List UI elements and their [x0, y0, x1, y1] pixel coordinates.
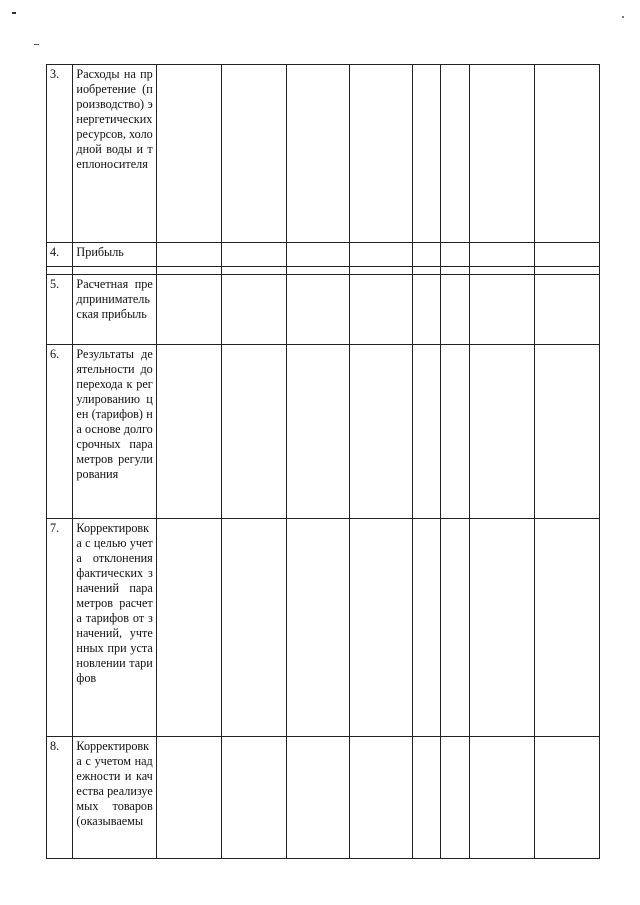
table-cell: [286, 519, 349, 737]
table-cell: [286, 275, 349, 345]
scan-speck: [622, 16, 624, 18]
row-number: 5.: [47, 275, 73, 345]
table-cell: [349, 275, 412, 345]
table-cell: [286, 243, 349, 267]
row-label: Результаты деятельности до перехода к регулированию цен (тарифов) на основе долгосрочных параметров регулирования: [73, 345, 156, 519]
table-cell: [412, 275, 440, 345]
table-cell: [412, 737, 440, 859]
table-row: [47, 275, 600, 345]
table-cell: [349, 243, 412, 267]
table-row: [47, 65, 600, 243]
table-cell: [534, 737, 599, 859]
row-number: 6.: [47, 345, 73, 519]
table-cell: [469, 737, 534, 859]
table-cell: [412, 519, 440, 737]
table-cell: [469, 65, 534, 243]
table-row: [47, 345, 600, 519]
table-cell: [221, 65, 286, 243]
table-cell: [221, 275, 286, 345]
table-cell: [534, 243, 599, 267]
table-cell: [221, 345, 286, 519]
table-cell: [221, 737, 286, 859]
row-label: Расчетная предпринимательская прибыль: [73, 275, 156, 345]
row-label: Корректировка с учетом надежности и качества реализуемых товаров (оказываемы: [73, 737, 156, 859]
table-cell: [286, 65, 349, 243]
row-number: 3.: [47, 65, 73, 243]
row-number: 4.: [47, 243, 73, 267]
table-cell: [286, 737, 349, 859]
table-cell: [156, 243, 221, 267]
table-cell: [534, 275, 599, 345]
table-cell: [441, 243, 469, 267]
table-cell: [412, 243, 440, 267]
table-cell: [441, 345, 469, 519]
table-cell: [441, 275, 469, 345]
table-cell: [441, 519, 469, 737]
table-cell: [441, 65, 469, 243]
table-cell: [469, 243, 534, 267]
table-cell: [349, 65, 412, 243]
table-row: [47, 737, 600, 859]
row-label: Корректировка с целью учета отклонения фактических значений параметров расчета тарифов от значений, учтенных при установлении тарифов: [73, 519, 156, 737]
table-cell: [534, 345, 599, 519]
table-cell: [469, 275, 534, 345]
table-cell: [349, 519, 412, 737]
scan-speck: [34, 44, 39, 45]
table-cell: [441, 737, 469, 859]
row-number: 7.: [47, 519, 73, 737]
table-cell: [156, 737, 221, 859]
row-label: Прибыль: [73, 243, 156, 267]
table-row: [47, 519, 600, 737]
table-cell: [156, 275, 221, 345]
table-cell: [156, 345, 221, 519]
table-cell: [156, 519, 221, 737]
table-cell: [534, 519, 599, 737]
table-cell: [221, 519, 286, 737]
table-cell: [349, 737, 412, 859]
table-cell: [221, 243, 286, 267]
table-cell: [412, 65, 440, 243]
table-cell: [412, 345, 440, 519]
row-label: Расходы на приобретение (производство) энергетических ресурсов, холодной воды и теплоносителя: [73, 65, 156, 243]
table-cell: [156, 65, 221, 243]
table-row: [47, 243, 600, 267]
table-cell: [469, 345, 534, 519]
table-cell: [286, 345, 349, 519]
row-number: 8.: [47, 737, 73, 859]
table-row-divider: [47, 267, 600, 275]
table-cell: [534, 65, 599, 243]
table-cell: [349, 345, 412, 519]
indicators-table: [46, 64, 600, 859]
scan-speck: [12, 12, 16, 14]
table-cell: [469, 519, 534, 737]
